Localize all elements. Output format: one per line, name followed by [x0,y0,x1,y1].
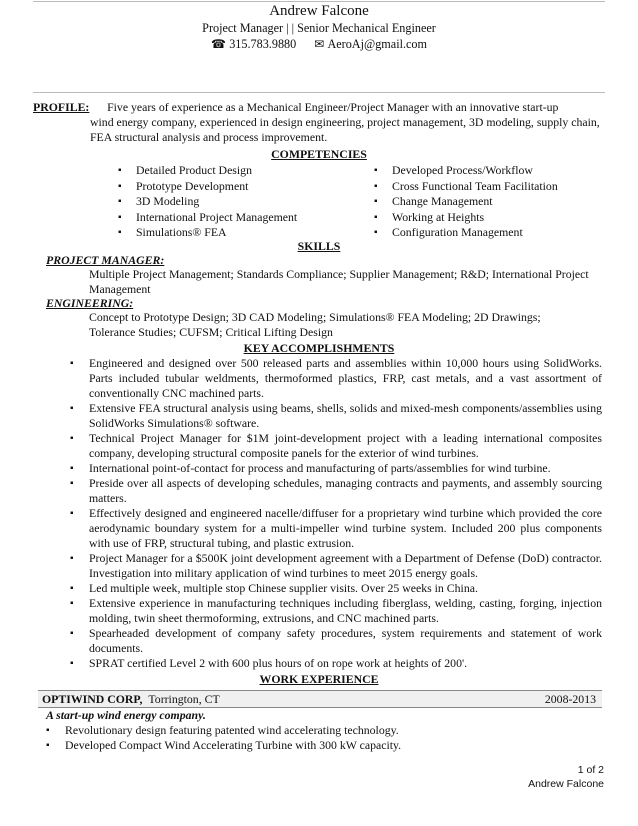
competency-item: ▪ Cross Functional Team Facilitation [374,179,558,195]
competency-item: ▪ Configuration Management [374,225,558,241]
competencies-left-list [118,163,297,241]
competency-item: ▪ Change Management [374,194,558,210]
job-years: 2008-2013 [544,692,596,706]
competencies-right-list [374,163,558,241]
phone-number: 315.783.9880 [229,37,297,51]
page-number: 1 of 2 [577,764,604,776]
work-heading: WORK EXPERIENCE [259,672,379,686]
top-rule [33,1,605,2]
profile-section [33,100,605,145]
job-bullet: ▪ Developed Compact Wind Accelerating Turbine with 300 kW capacity. [46,738,401,753]
competency-item: ▪ Detailed Product Design [118,163,297,179]
phone-icon: ☎ [211,37,227,51]
competency-item: ▪ International Project Management [118,210,297,226]
candidate-name: Andrew Falcone [269,3,369,19]
header-rule [33,92,605,93]
accomplishment-item: ▪ Led multiple week, multiple stop Chinese supplier visits. Over 25 weeks in China. [70,581,602,596]
competency-item: ▪ 3D Modeling [118,194,297,210]
skill-pm-label: PROJECT MANAGER: [46,253,165,267]
accomplishments-list [70,356,602,671]
job-bullets [46,723,401,753]
accomplishment-item: ▪ Technical Project Manager for $1M joint-development project with a leading international composites company, developing structural composite panels for the exterior of wind turbines. [70,431,602,461]
accomplishment-item: ▪ International point-of-contact for process and manufacturing of parts/assemblies for wind turbine. [70,461,602,476]
accomplishment-item: ▪ Project Manager for a $500K joint development agreement with a Department of Defense (DoD) contractor. Investigation into military application of wind turbines to meet 2015 energy goals. [70,551,602,581]
competencies-heading: COMPETENCIES [271,147,367,161]
envelope-icon: ✉ [314,37,325,51]
skill-eng-label: ENGINEERING: [46,296,134,310]
email-address[interactable]: AeroAj@gmail.com [327,37,427,51]
accomplishment-item: ▪ Engineered and designed over 500 released parts and assemblies within 10,000 hours using SolidWorks. Parts included tubular weldments, thermoformed plastics, FRP, cast metals, and a vast assortment of conventionally CNC machined parts. [70,356,602,401]
accomplishment-item: ▪ Extensive experience in manufacturing techniques including fiberglass, welding, casting, forging, injection molding, twin sheet thermoforming, extrusions, and CNC machined parts. [70,596,602,626]
accomplishment-item: ▪ Spearheaded development of company safety procedures, system requirements and statement of work documents. [70,626,602,656]
profile-text: wind energy company, experienced in design engineering, project management, 3D modeling, supply chain, FEA structural analysis and process improvement. [90,115,600,144]
competency-item: ▪ Developed Process/Workflow [374,163,558,179]
job-bullet: ▪ Revolutionary design featuring patented wind accelerating technology. [46,723,401,738]
competency-item: ▪ Simulations® FEA [118,225,297,241]
accomplishments-heading: KEY ACCOMPLISHMENTS [243,341,395,355]
profile-first-line: Five years of experience as a Mechanical Engineer/Project Manager with an innovative start-up [107,100,559,114]
job-header [38,690,602,708]
accomplishment-item: ▪ SPRAT certified Level 2 with 600 plus hours of on rope work at heights of 200'. [70,656,602,671]
accomplishment-item: ▪ Extensive FEA structural analysis using beams, shells, solids and mixed-mesh components/assemblies using SolidWorks Simulations® software. [70,401,602,431]
competency-item: ▪ Prototype Development [118,179,297,195]
skill-eng-text: Concept to Prototype Design; 3D CAD Modeling; Simulations® FEA Modeling; 2D Drawings; Tolerance Studies; CUFSM; Critical Lifting Design [89,310,541,339]
company-name: OPTIWIND CORP, [42,692,143,706]
company-location: Torrington, CT [148,692,220,706]
accomplishment-item: ▪ Effectively designed and engineered nacelle/diffuser for a proprietary wind turbine which provided the core aerodynamic boundary system for a multi-impeller wind turbine system. Included 200 plus components with use of FRP, structural tubing, and plastic extrusion. [70,506,602,551]
profile-label: PROFILE: [33,100,90,114]
accomplishment-item: ▪ Preside over all aspects of developing schedules, managing contracts and payments, and assembly sourcing matters. [70,476,602,506]
company-description: A start-up wind energy company. [46,708,206,722]
footer-name: Andrew Falcone [528,778,604,790]
candidate-title: Project Manager | | Senior Mechanical Engineer [202,21,436,35]
skill-pm-text: Multiple Project Management; Standards Compliance; Supplier Management; R&D; International Project Management [89,267,589,296]
competency-item: ▪ Working at Heights [374,210,558,226]
contact-line [0,37,638,52]
skills-heading: SKILLS [297,239,341,253]
